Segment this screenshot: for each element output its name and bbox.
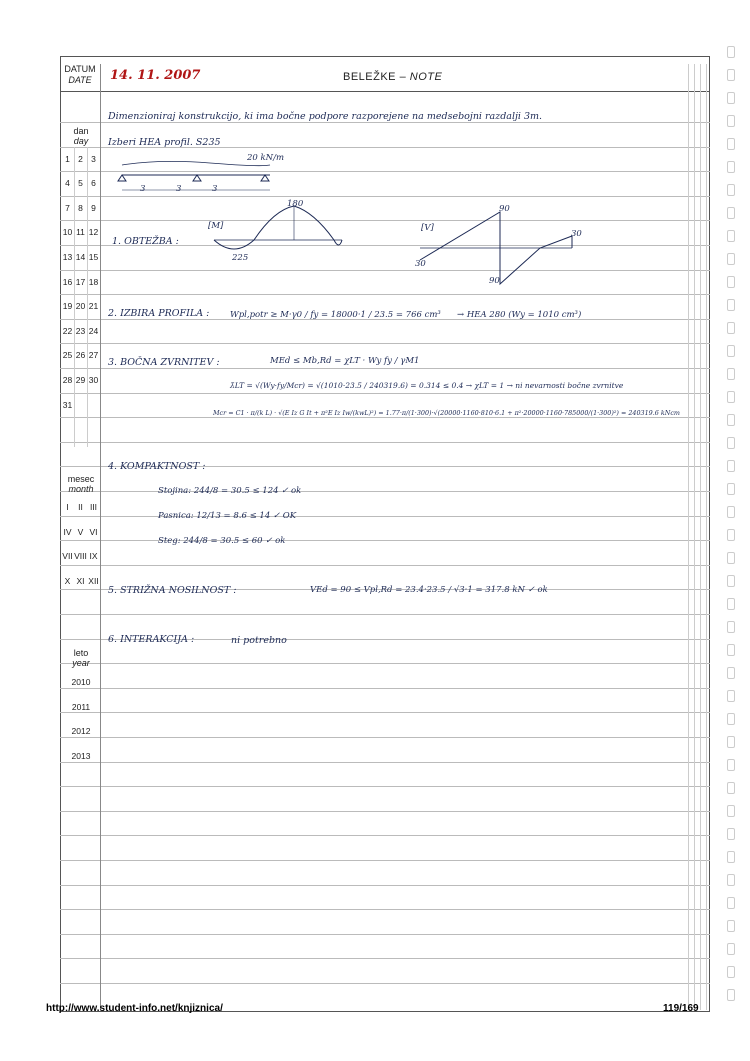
- margin-line: [100, 64, 101, 1010]
- month-cell: VI: [89, 527, 98, 537]
- date-label-box: [60, 64, 101, 92]
- section-3-formula-1: MEd ≤ Mb,Rd = χLT · Wy fy / γM1: [270, 356, 420, 366]
- ruled-line: [60, 909, 710, 910]
- binder-ring: [727, 207, 735, 219]
- ruled-line: [60, 958, 710, 959]
- day-cell: 7: [65, 203, 70, 213]
- binder-ring: [727, 920, 735, 932]
- ruled-line: [60, 983, 710, 984]
- moment-negative: 225: [232, 253, 249, 263]
- shear-value-1: 90: [499, 204, 510, 214]
- shear-value-3: 30: [415, 259, 426, 269]
- day-cell: 31: [62, 400, 73, 410]
- day-cell: 29: [75, 375, 86, 385]
- day-col-line: [74, 147, 75, 447]
- binder-ring: [727, 322, 735, 334]
- edge-line: [700, 64, 701, 1010]
- day-cell: 17: [75, 277, 86, 287]
- binder-ring: [727, 782, 735, 794]
- day-cell: 6: [91, 178, 96, 188]
- note-line-2: Izberi HEA profil. S235: [108, 137, 221, 148]
- binder-ring: [727, 897, 735, 909]
- day-cell: 26: [75, 350, 86, 360]
- ruled-line: [60, 885, 710, 886]
- shear-label: [V]: [421, 223, 434, 233]
- ruled-line: [60, 762, 710, 763]
- day-cell: 22: [62, 326, 73, 336]
- binder-ring: [727, 529, 735, 541]
- binder-ring: [727, 621, 735, 633]
- day-cell: 25: [62, 350, 73, 360]
- binder-ring: [727, 483, 735, 495]
- binder-ring: [727, 943, 735, 955]
- month-cell: XI: [76, 576, 85, 586]
- day-cell: 24: [88, 326, 99, 336]
- shear-value-2: 30: [571, 229, 582, 239]
- ruled-line: [60, 614, 710, 615]
- span-1: 3: [140, 184, 146, 194]
- month-label-en: month: [68, 484, 94, 494]
- span-3: 3: [212, 184, 218, 194]
- day-cell: 27: [88, 350, 99, 360]
- binder-ring: [727, 851, 735, 863]
- binder-ring: [727, 414, 735, 426]
- ruled-line: [60, 835, 710, 836]
- binder-ring: [727, 644, 735, 656]
- date-value: 14. 11. 2007: [110, 68, 201, 83]
- month-cell: IX: [89, 551, 98, 561]
- ruled-line: [60, 712, 710, 713]
- load-label: 20 kN/m: [247, 153, 285, 163]
- month-cell: II: [78, 502, 83, 512]
- month-cell: X: [64, 576, 71, 586]
- month-cell: VII: [62, 551, 73, 561]
- day-cell: 18: [88, 277, 99, 287]
- ruled-line: [60, 737, 710, 738]
- date-label-en: DATE: [68, 75, 92, 85]
- month-cell: VIII: [74, 551, 87, 561]
- day-cell: 23: [75, 326, 86, 336]
- day-label-en: day: [73, 136, 89, 146]
- binder-ring: [727, 368, 735, 380]
- compact-item-2: Pasnica: 12/13 = 8.6 ≤ 14 ✓ OK: [158, 511, 297, 521]
- ruled-line: [60, 786, 710, 787]
- binder-ring: [727, 345, 735, 357]
- shear-diagram: [420, 208, 580, 288]
- binder-ring: [727, 828, 735, 840]
- month-cell: I: [66, 502, 69, 512]
- binder-ring: [727, 299, 735, 311]
- day-cell: 8: [78, 203, 83, 213]
- moment-peak: 180: [287, 199, 304, 209]
- ruled-line: [60, 934, 710, 935]
- ruled-line: [60, 688, 710, 689]
- binder-ring: [727, 759, 735, 771]
- edge-line: [688, 64, 689, 1010]
- binder-ring: [727, 115, 735, 127]
- section-1-title: 1. OBTEŽBA :: [112, 236, 179, 247]
- day-cell: 20: [75, 301, 86, 311]
- binder-ring: [727, 276, 735, 288]
- ruled-line: [60, 122, 710, 123]
- day-cell: 28: [62, 375, 73, 385]
- month-cell: V: [77, 527, 84, 537]
- ruled-line: [60, 663, 710, 664]
- day-label: [62, 126, 100, 146]
- binder-ring: [727, 805, 735, 817]
- day-cell: 15: [88, 252, 99, 262]
- section-6-value: ni potrebno: [231, 635, 287, 646]
- binder-ring: [727, 575, 735, 587]
- day-cell: 1: [65, 154, 70, 164]
- year-cell: 2012: [71, 726, 91, 736]
- day-cell: 5: [78, 178, 83, 188]
- day-col-line: [87, 147, 88, 447]
- section-3-formula-2: λ̄LT = √(Wy·fy/Mcr) = √(1010·23.5 / 240319.6) = 0.314 ≤ 0.4 → χLT = 1 → ni nevarnosti bočne zvrnitve: [230, 381, 624, 390]
- day-cell: 2: [78, 154, 83, 164]
- ruled-line: [60, 860, 710, 861]
- year-cell: 2013: [71, 751, 91, 761]
- day-cell: 11: [76, 227, 85, 237]
- month-cell: XII: [88, 576, 99, 586]
- note-line-1: Dimenzioniraj konstrukcijo, ki ima bočne podpore razporejene na medsebojni razdalji 3m.: [108, 111, 543, 122]
- edge-line: [694, 64, 695, 1010]
- day-cell: 9: [91, 203, 96, 213]
- ruled-line: [60, 343, 710, 344]
- day-cell: 4: [65, 178, 70, 188]
- ruled-line: [60, 220, 710, 221]
- binder-ring: [727, 437, 735, 449]
- title-en: NOTE: [409, 71, 443, 83]
- year-label: [62, 648, 100, 668]
- binder-ring: [727, 713, 735, 725]
- section-5-title: 5. STRIŽNA NOSILNOST :: [108, 585, 237, 596]
- binder-ring: [727, 966, 735, 978]
- moment-label: [M]: [208, 221, 224, 231]
- binder-ring: [727, 690, 735, 702]
- ruled-line: [60, 417, 710, 418]
- ruled-line: [60, 811, 710, 812]
- section-6-title: 6. INTERAKCIJA :: [108, 634, 195, 645]
- binder-ring: [727, 736, 735, 748]
- day-cell: 19: [62, 301, 73, 311]
- binder-ring: [727, 230, 735, 242]
- edge-line: [706, 64, 707, 1010]
- binder-ring: [727, 460, 735, 472]
- binder-ring: [727, 69, 735, 81]
- section-4-title: 4. KOMPAKTNOST :: [108, 461, 206, 472]
- binder-ring: [727, 552, 735, 564]
- day-cell: 12: [88, 227, 99, 237]
- year-label-en: year: [72, 658, 90, 668]
- month-cell: III: [89, 502, 98, 512]
- day-cell: 16: [62, 277, 73, 287]
- ruled-line: [60, 393, 710, 394]
- section-5-formula: VEd = 90 ≤ Vpl,Rd = 23.4·23.5 / √3·1 = 317.8 kN ✓ ok: [310, 585, 548, 595]
- day-cell: 30: [88, 375, 99, 385]
- binder-ring: [727, 598, 735, 610]
- ruled-line: [60, 442, 710, 443]
- ruled-line: [60, 270, 710, 271]
- section-2-title: 2. IZBIRA PROFILA :: [108, 308, 210, 319]
- binder-ring: [727, 161, 735, 173]
- day-label-si: dan: [73, 126, 89, 136]
- page-title: [343, 71, 442, 83]
- binder-ring: [727, 506, 735, 518]
- day-cell: 3: [91, 154, 96, 164]
- section-3-formula-3: Mcr = C1 · π/(k L) · √(E Iz G It + π²E Iz Iw/(kwL)²) = 1.77·π/(1·300)·√(20000·1160·810·6.1 + π²·20000·1160·785000/(1·300)²) = 240319.6 kNcm: [213, 409, 680, 417]
- span-2: 3: [176, 184, 182, 194]
- ruled-line: [60, 565, 710, 566]
- section-3-title: 3. BOČNA ZVRNITEV :: [108, 357, 220, 368]
- month-cell: IV: [63, 527, 72, 537]
- binder-ring: [727, 184, 735, 196]
- binder-ring: [727, 874, 735, 886]
- footer-url: http://www.student-info.net/knjiznica/: [46, 1003, 223, 1014]
- binder-ring: [727, 391, 735, 403]
- month-label: [62, 474, 100, 494]
- binder-ring: [727, 989, 735, 1001]
- day-cell: 14: [75, 252, 86, 262]
- month-label-si: mesec: [67, 474, 95, 484]
- compact-item-1: Stojina: 244/8 = 30.5 ≤ 124 ✓ ok: [158, 486, 302, 496]
- binder-ring: [727, 253, 735, 265]
- title-si: BELEŽKE –: [343, 71, 410, 83]
- year-cell: 2011: [71, 702, 91, 712]
- section-2-result: → HEA 280 (Wy = 1010 cm³): [457, 310, 582, 320]
- footer-page: 119/169: [663, 1003, 699, 1014]
- day-cell: 10: [62, 227, 73, 237]
- day-cell: 13: [62, 252, 73, 262]
- binder-ring: [727, 46, 735, 58]
- binder-ring: [727, 92, 735, 104]
- binder-ring: [727, 138, 735, 150]
- compact-item-3: Steg: 244/8 = 30.5 ≤ 60 ✓ ok: [158, 536, 286, 546]
- ruled-line: [60, 294, 710, 295]
- section-2-formula: Wpl,potr ≥ M·γ0 / fy = 18000·1 / 23.5 = 766 cm³: [230, 310, 441, 320]
- ruled-line: [60, 368, 710, 369]
- day-cell: 21: [88, 301, 99, 311]
- year-cell: 2010: [71, 677, 91, 687]
- shear-value-4: 90: [489, 276, 500, 286]
- year-label-si: leto: [73, 648, 89, 658]
- date-label: DATUM: [64, 64, 96, 74]
- binder-ring: [727, 667, 735, 679]
